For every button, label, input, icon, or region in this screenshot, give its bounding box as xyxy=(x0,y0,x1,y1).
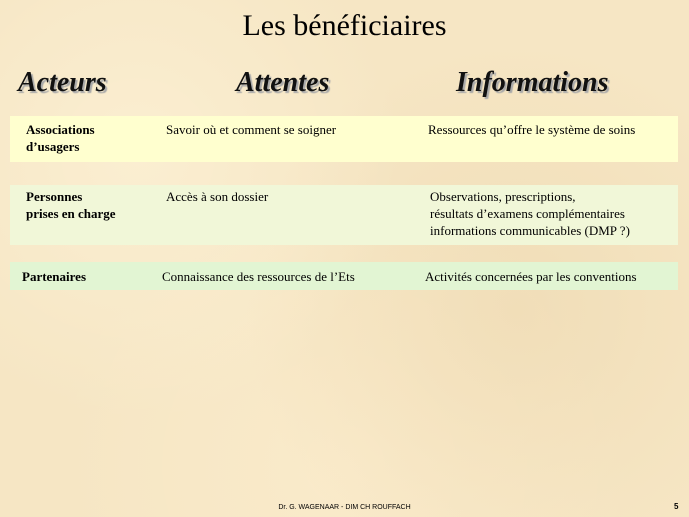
row-3-information: Activités concernées par les conventions xyxy=(425,269,637,284)
row-3-actor: Partenaires xyxy=(22,269,87,284)
row-1-expectation: Savoir où et comment se soigner xyxy=(166,122,337,137)
row-1-information: Ressources qu’offre le système de soins xyxy=(428,122,636,137)
row-2-expectation: Accès à son dossier xyxy=(166,189,269,204)
column-header-expectations: Attentes xyxy=(236,67,330,98)
row-1-actor: Associations d’usagers xyxy=(26,122,95,154)
column-header-actors: Acteurs xyxy=(18,67,107,98)
row-2-information: Observations, prescriptions, résultats d’examens complémentaires informations communicables (DMP ?) xyxy=(430,189,630,238)
row-3-expectation: Connaissance des ressources de l’Ets xyxy=(162,269,355,284)
footer-author: Dr. G. WAGENAAR - DIM CH ROUFFACH xyxy=(278,504,411,511)
column-header-information: Informations xyxy=(456,67,609,98)
slide-title: Les bénéficiaires xyxy=(242,9,447,42)
page-number: 5 xyxy=(674,502,679,511)
row-2-actor: Personnes prises en charge xyxy=(26,189,116,221)
